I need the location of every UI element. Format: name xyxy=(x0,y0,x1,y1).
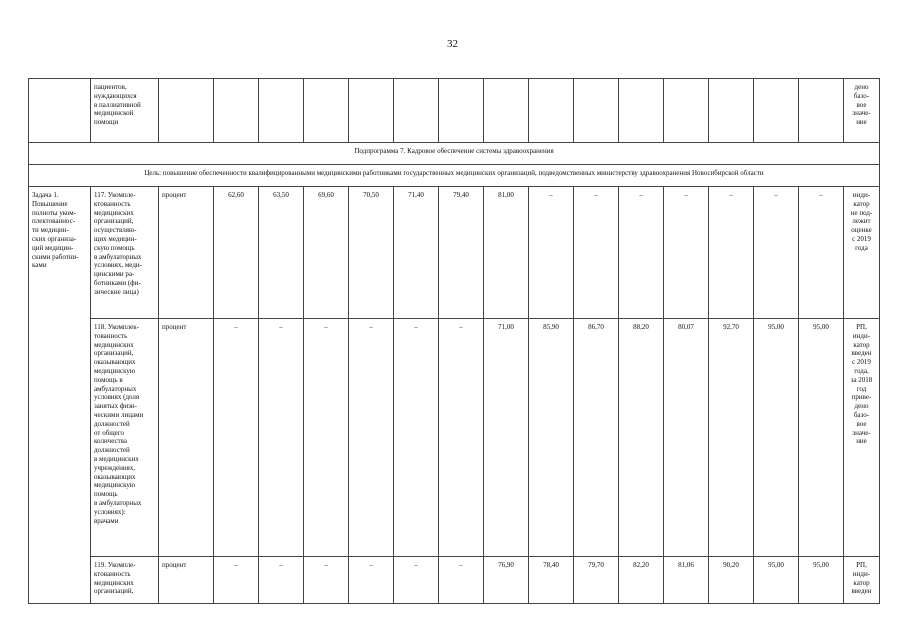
note-cell: дено базо- вое значе- ние xyxy=(844,79,880,143)
value-cell: 62,60 xyxy=(214,187,259,319)
value-cell: – xyxy=(799,187,844,319)
value-cell: 95,00 xyxy=(799,557,844,604)
value-cell: – xyxy=(664,187,709,319)
unit-cell: процент xyxy=(159,187,214,319)
value-cell: – xyxy=(394,557,439,604)
value-cell: – xyxy=(214,557,259,604)
table-row xyxy=(29,557,880,604)
value-cell: – xyxy=(304,319,349,557)
subprogram-row xyxy=(29,143,880,165)
value-cell: 71,00 xyxy=(484,319,529,557)
unit-cell: процент xyxy=(159,557,214,604)
value-cell: – xyxy=(304,557,349,604)
subprogram-title: Подпрограмма 7. Кадровое обеспечение системы здравоохранения xyxy=(29,143,880,165)
value-cell: – xyxy=(349,319,394,557)
value-cell: 78,40 xyxy=(529,557,574,604)
indicator-cell: 118. Укомплек- тованность медицинских организаций, оказывающих медицинскую помощь в амбулаторных условиях (доля занятых физи- ческими лицами должностей от общего количества должностей в медицинских учреждениях, оказывающих медицинскую помощь в амбулаторных условиях): врачами xyxy=(91,319,159,557)
task-cell: Задача 1. Повышение полноты уком- плектованнос- ти медицин- ских организа- ций медицин- скими работни- ками xyxy=(29,187,91,604)
table-row xyxy=(29,187,880,319)
value-cell: 82,20 xyxy=(619,557,664,604)
value-cell: – xyxy=(439,319,484,557)
value-cell: 81,06 xyxy=(664,557,709,604)
value-cell: 76,90 xyxy=(484,557,529,604)
value-cell: 70,50 xyxy=(349,187,394,319)
value-cell: – xyxy=(619,187,664,319)
value-cell: 71,40 xyxy=(394,187,439,319)
value-cell: 95,00 xyxy=(799,319,844,557)
value-cell: 92,70 xyxy=(709,319,754,557)
task-cell xyxy=(29,79,91,143)
value-cell: 86,70 xyxy=(574,319,619,557)
unit-cell xyxy=(159,79,214,143)
value-cell: 95,00 xyxy=(754,557,799,604)
indicators-table xyxy=(28,78,880,604)
value-cell: 79,40 xyxy=(439,187,484,319)
value-cell: 95,00 xyxy=(754,319,799,557)
value-cell: 88,20 xyxy=(619,319,664,557)
value-cell: – xyxy=(259,319,304,557)
indicator-cell: пациентов, нуждающихся в паллиативной медицинской помощи xyxy=(91,79,159,143)
value-cell: 80,07 xyxy=(664,319,709,557)
indicator-cell: 117. Укомпле- ктованность медицинских организаций, осуществляю- щих медицин- скую помощь в амбулаторных условиях, меди- цинскими ра- ботниками (фи- зические лица) xyxy=(91,187,159,319)
value-cell: – xyxy=(214,319,259,557)
table-row xyxy=(29,319,880,557)
value-cell: – xyxy=(529,187,574,319)
note-cell: РП, инди- катор введен xyxy=(844,557,880,604)
value-cell: – xyxy=(754,187,799,319)
indicator-cell: 119. Укомпле- ктованность медицинских организаций, xyxy=(91,557,159,604)
page-number: 32 xyxy=(447,38,458,50)
value-cell: 69,60 xyxy=(304,187,349,319)
note-cell: РП, инди- катор введен с 2019 года, за 2018 год приве- дено базо- вое значе- ние xyxy=(844,319,880,557)
value-cell: – xyxy=(349,557,394,604)
goal-text: Цель: повышение обеспеченности квалифицированными медицинскими работниками государственных медицинских организаций, подведомственных министерству здравоохранения Новосибирской области xyxy=(29,165,880,187)
value-cell: – xyxy=(709,187,754,319)
table-row xyxy=(29,79,880,143)
value-cell: – xyxy=(394,319,439,557)
value-cell: – xyxy=(574,187,619,319)
value-cell: 81,00 xyxy=(484,187,529,319)
value-cell: 79,70 xyxy=(574,557,619,604)
note-cell: инди- катор не под- лежит оценке с 2019 года xyxy=(844,187,880,319)
value-cell: 63,50 xyxy=(259,187,304,319)
value-cell: 90,20 xyxy=(709,557,754,604)
value-cell: – xyxy=(439,557,484,604)
value-cell: – xyxy=(259,557,304,604)
goal-row xyxy=(29,165,880,187)
value-cell: 85,90 xyxy=(529,319,574,557)
unit-cell: процент xyxy=(159,319,214,557)
